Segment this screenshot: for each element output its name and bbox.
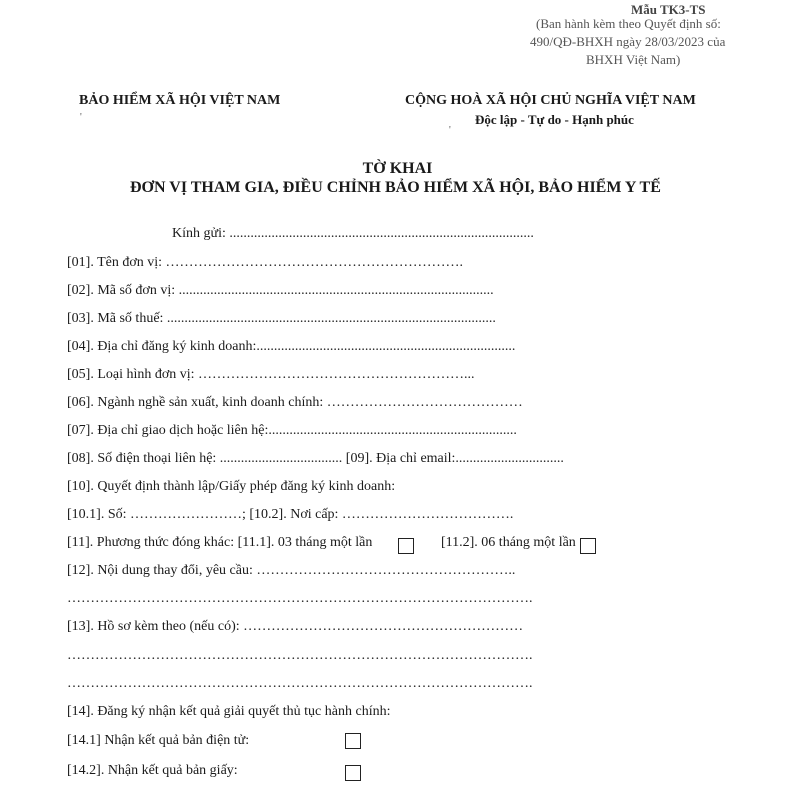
field-business-address[interactable]: [04]. Địa chỉ đăng ký kinh doanh:.......................................................................... <box>67 339 516 354</box>
decorative-dot: ' <box>80 112 82 123</box>
form-title: TỜ KHAI <box>362 160 433 177</box>
field-change-content[interactable]: [12]. Nội dung thay đổi, yêu cầu: ……………………………………………….. <box>67 563 516 578</box>
field-attachments-cont-1[interactable]: ………………………………………………………………………………………. <box>67 648 533 663</box>
field-unit-type[interactable]: [05]. Loại hình đơn vị: …………………………………………………... <box>67 367 475 382</box>
recipient-field[interactable]: Kính gửi: ....................................................................................... <box>172 226 534 241</box>
field-result-registration: [14]. Đăng ký nhận kết quả giải quyết thủ tục hành chính: <box>67 704 391 719</box>
checkbox-3-months[interactable] <box>398 538 414 554</box>
result-electronic-label: [14.1] Nhận kết quả bản điện tử: <box>67 733 250 748</box>
issued-by-line-1: (Ban hành kèm theo Quyết định số: <box>536 16 721 31</box>
field-contact-address[interactable]: [07]. Địa chỉ giao dịch hoặc liên hệ:....................................................................... <box>67 423 517 438</box>
field-payment-method: [11]. Phương thức đóng khác: [11.1]. 03 tháng một lần <box>67 535 373 550</box>
field-tax-code[interactable]: [03]. Mã số thuế: .............................................................................................. <box>67 311 496 326</box>
field-establishment-decision: [10]. Quyết định thành lập/Giấy phép đăng ký kinh doanh: <box>67 479 396 494</box>
national-motto: Độc lập - Tự do - Hạnh phúc <box>475 112 634 127</box>
payment-6-months-label: [11.2]. 06 tháng một lần <box>441 535 576 550</box>
checkbox-electronic-result[interactable] <box>345 733 361 749</box>
field-attachments-cont-2[interactable]: ………………………………………………………………………………………. <box>67 676 533 691</box>
form-code: Mẫu TK3-TS <box>631 2 706 17</box>
result-paper-label: [14.2]. Nhận kết quả bản giấy: <box>67 763 238 778</box>
decorative-dot: ' <box>449 125 451 136</box>
issued-by-line-3: BHXH Việt Nam) <box>586 52 681 67</box>
field-unit-name[interactable]: [01]. Tên đơn vị: ………………………………………………………. <box>67 255 464 270</box>
field-business-line[interactable]: [06]. Ngành nghề sản xuất, kinh doanh chính: …………………………………… <box>67 395 523 410</box>
checkbox-paper-result[interactable] <box>345 765 361 781</box>
form-subtitle: ĐƠN VỊ THAM GIA, ĐIỀU CHỈNH BẢO HIỂM XÃ HỘI, BẢO HIỂM Y TẾ <box>130 179 661 196</box>
country-name: CỘNG HOÀ XÃ HỘI CHỦ NGHĨA VIỆT NAM <box>405 93 696 108</box>
field-license-number-place[interactable]: [10.1]. Số: ……………………; [10.2]. Nơi cấp: ………………………………. <box>67 507 514 522</box>
issued-by-line-2: 490/QĐ-BHXH ngày 28/03/2023 của <box>530 34 726 49</box>
field-attachments[interactable]: [13]. Hồ sơ kèm theo (nếu có): …………………………………………………… <box>67 619 524 634</box>
agency-name: BẢO HIỂM XÃ HỘI VIỆT NAM <box>79 93 281 108</box>
field-change-content-cont[interactable]: ………………………………………………………………………………………. <box>67 591 533 606</box>
field-unit-code[interactable]: [02]. Mã số đơn vị: .......................................................................................... <box>67 283 494 298</box>
checkbox-6-months[interactable] <box>580 538 596 554</box>
field-phone-email[interactable]: [08]. Số điện thoại liên hệ: ................................... [09]. Địa chỉ email:............................... <box>67 451 564 466</box>
